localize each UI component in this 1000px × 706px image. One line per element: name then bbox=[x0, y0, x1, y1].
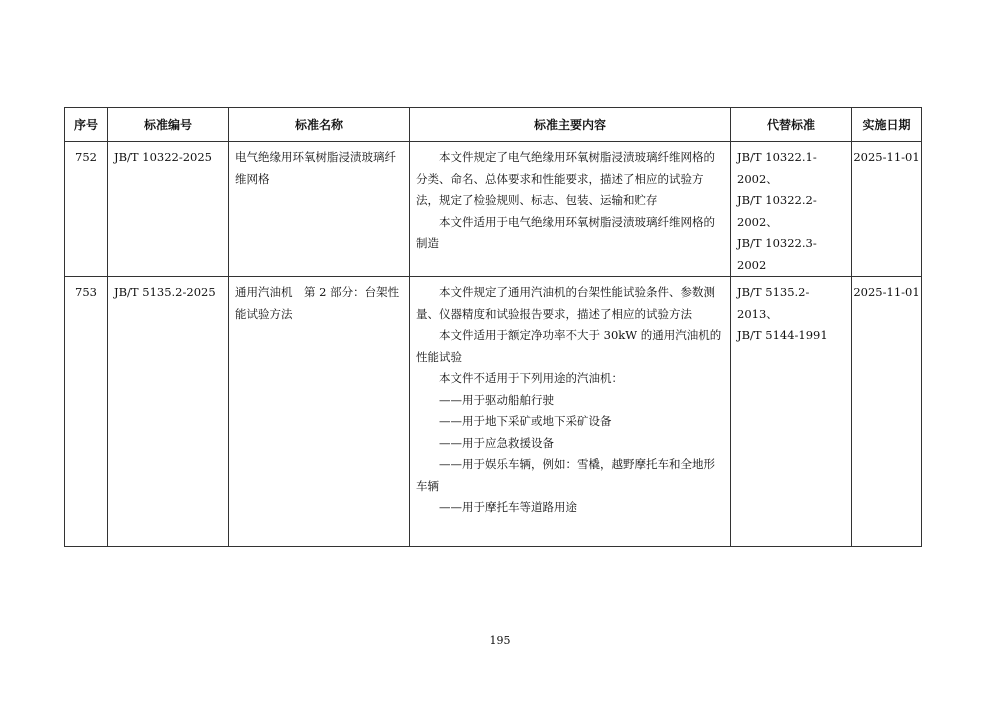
header-serial: 序号 bbox=[65, 108, 108, 142]
page-number: 195 bbox=[489, 634, 511, 647]
row-date-cell bbox=[852, 277, 922, 547]
row-replaced-standards bbox=[731, 277, 851, 347]
row-replaced-standards bbox=[731, 142, 851, 276]
content-dash-item: ——用于驱动船舶行驶 bbox=[439, 392, 554, 407]
content-dash-item: ——用于摩托车等道路用途 bbox=[439, 500, 577, 514]
row-effective-date: 2025-11-01 bbox=[853, 150, 920, 164]
table-row bbox=[65, 277, 922, 547]
replaced-standard: JB/T 10322.1-2002、 bbox=[737, 150, 817, 186]
row-code-cell bbox=[108, 277, 229, 547]
row-content-cell bbox=[410, 277, 731, 547]
header-standard-name: 标准名称 bbox=[229, 108, 410, 142]
table-row bbox=[65, 142, 922, 277]
row-content bbox=[410, 277, 730, 519]
row-replaced-cell bbox=[731, 142, 852, 277]
content-paragraph: 本文件适用于电气绝缘用环氧树脂浸渍玻璃纤维网格的制造 bbox=[416, 214, 715, 250]
row-name-cell bbox=[229, 142, 410, 277]
row-standard-code: JB/T 10322-2025 bbox=[114, 150, 212, 164]
row-name-cell bbox=[229, 277, 410, 547]
content-dash-item: ——用于地下采矿或地下采矿设备 bbox=[439, 414, 612, 428]
row-serial: 753 bbox=[75, 285, 97, 299]
row-content-cell bbox=[410, 142, 731, 277]
row-effective-date: 2025-11-01 bbox=[853, 285, 920, 299]
standards-table bbox=[64, 107, 922, 547]
row-content bbox=[410, 142, 730, 255]
replaced-standard: JB/T 10322.3-2002 bbox=[737, 236, 817, 272]
row-standard-name: 通用汽油机 第 2 部分：台架性能试验方法 bbox=[235, 285, 400, 321]
header-replaced-standards: 代替标准 bbox=[731, 108, 852, 142]
row-serial: 752 bbox=[75, 150, 97, 164]
content-paragraph: 本文件规定了通用汽油机的台架性能试验条件、参数测量、仪器精度和试验报告要求，描述了相应的试验方法 bbox=[416, 285, 715, 321]
content-paragraph: 本文件规定了电气绝缘用环氧树脂浸渍玻璃纤维网格的分类、命名、总体要求和性能要求，描述了相应的试验方法，规定了检验规则、标志、包装、运输和贮存 bbox=[416, 150, 715, 207]
header-main-content: 标准主要内容 bbox=[410, 108, 731, 142]
row-code-cell bbox=[108, 142, 229, 277]
header-standard-code: 标准编号 bbox=[108, 108, 229, 142]
table-header-row bbox=[65, 108, 922, 142]
content-dash-item: ——用于应急救援设备 bbox=[439, 435, 554, 450]
row-serial-cell bbox=[65, 277, 108, 547]
row-date-cell bbox=[852, 142, 922, 277]
replaced-standard: JB/T 5135.2-2013、 bbox=[737, 285, 810, 321]
row-replaced-cell bbox=[731, 277, 852, 547]
replaced-standard: JB/T 10322.2-2002、 bbox=[737, 193, 817, 229]
row-standard-code: JB/T 5135.2-2025 bbox=[114, 285, 216, 299]
row-standard-name: 电气绝缘用环氧树脂浸渍玻璃纤维网格 bbox=[235, 150, 396, 186]
row-serial-cell bbox=[65, 142, 108, 277]
header-effective-date: 实施日期 bbox=[852, 108, 922, 142]
replaced-standard: JB/T 5144-1991 bbox=[737, 328, 828, 342]
content-paragraph: 本文件不适用于下列用途的汽油机： bbox=[439, 371, 623, 385]
content-dash-item: ——用于娱乐车辆，例如：雪橇，越野摩托车和全地形车辆 bbox=[416, 457, 715, 493]
content-paragraph: 本文件适用于额定净功率不大于 30kW 的通用汽油机的性能试验 bbox=[416, 328, 722, 364]
